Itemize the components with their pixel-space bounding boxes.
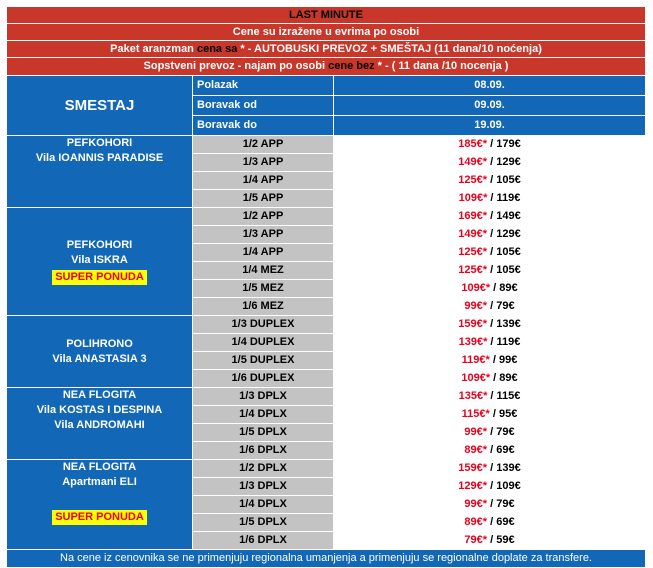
hotel-name-cell: [7, 316, 193, 388]
table-row: [7, 460, 646, 478]
price-separator: /: [490, 372, 500, 384]
hotel-name-line: NEA FLOGITA: [62, 461, 137, 473]
price-with-transport: 149€*: [458, 228, 488, 240]
price-cell: [334, 406, 646, 424]
header-line-package: Paket aranzman cena sa * - AUTOBUSKI PREVOZ + SMEŠTAJ (11 dana/10 noćenja): [7, 41, 646, 58]
room-type: 1/3 APP: [193, 154, 334, 172]
room-type: 1/4 DUPLEX: [193, 334, 334, 352]
table-row: [7, 388, 646, 406]
price-cell: [334, 316, 646, 334]
price-cell: [334, 226, 646, 244]
hotel-name-line: Vila ANDROMAHI: [54, 419, 145, 431]
price-with-transport: 119€*: [461, 354, 490, 366]
hotel-name-line: Vila ANASTASIA 3: [52, 352, 147, 365]
price-without-transport: 69€: [496, 516, 515, 528]
price-without-transport: 115€: [496, 390, 521, 402]
price-separator: /: [487, 444, 497, 456]
price-separator: /: [487, 318, 497, 330]
price-cell: [334, 424, 646, 442]
price-with-transport: 129€*: [458, 480, 488, 492]
table-row: [7, 208, 646, 226]
price-cell: [334, 280, 646, 298]
price-with-transport: 169€*: [458, 210, 488, 222]
price-separator: /: [487, 156, 497, 168]
price-separator: /: [487, 138, 497, 150]
price-separator: /: [487, 462, 497, 474]
price-with-transport: 125€*: [458, 246, 488, 258]
price-cell: [334, 298, 646, 316]
hotel-name-cell: [7, 388, 193, 460]
date-label-stay-from: Boravak od: [193, 96, 334, 116]
price-with-transport: 159€*: [458, 318, 488, 330]
price-with-transport: 79€*: [464, 534, 488, 546]
room-type: 1/3 DPLX: [193, 388, 334, 406]
price-separator: /: [487, 390, 497, 402]
room-type: 1/3 DPLX: [193, 478, 334, 496]
price-table: [6, 6, 646, 568]
hotel-name-line: NEA FLOGITA: [62, 389, 137, 401]
price-without-transport: 105€: [496, 246, 521, 258]
hotel-name-cell: [7, 460, 193, 550]
date-value-stay-to: 19.09.: [334, 116, 646, 136]
smestaj-label: SMESTAJ: [7, 76, 193, 136]
price-separator: /: [489, 354, 499, 366]
room-type: 1/4 MEZ: [193, 262, 334, 280]
price-separator: /: [487, 228, 497, 240]
price-with-transport: 109€*: [461, 372, 491, 384]
price-cell: [334, 190, 646, 208]
price-without-transport: 119€: [496, 192, 521, 204]
price-with-transport: 109€*: [461, 282, 491, 294]
hotel-name-line: Vila ISKRA: [71, 254, 128, 266]
hotel-name-line: PEFKOHORI: [66, 137, 133, 149]
room-type: 1/6 DUPLEX: [193, 370, 334, 388]
room-type: 1/6 DPLX: [193, 532, 334, 550]
price-without-transport: 59€: [496, 534, 515, 546]
room-type: 1/5 DPLX: [193, 424, 334, 442]
price-cell: [334, 442, 646, 460]
price-cell: [334, 370, 646, 388]
price-separator: /: [487, 174, 497, 186]
price-without-transport: 149€: [496, 210, 521, 222]
price-cell: [334, 172, 646, 190]
room-type: 1/5 DUPLEX: [193, 352, 334, 370]
room-type: 1/2 DPLX: [193, 460, 334, 478]
date-label-departure: Polazak: [193, 76, 334, 96]
price-without-transport: 79€: [496, 300, 515, 312]
price-cell: [334, 478, 646, 496]
price-without-transport: 89€: [499, 282, 518, 294]
room-type: 1/4 APP: [193, 244, 334, 262]
price-cell: [334, 154, 646, 172]
table-title: LAST MINUTE: [7, 7, 646, 24]
price-with-transport: 99€*: [464, 300, 488, 312]
header-line-own-transport: Sopstveni prevoz - najam po osobi cene bez * - ( 11 dana /10 nocenja ): [7, 58, 646, 76]
hotel-name-line: PEFKOHORI: [66, 239, 133, 251]
hotel-name-cell: [7, 208, 193, 316]
price-cell: [334, 244, 646, 262]
table-row: [7, 316, 646, 334]
price-with-transport: 125€*: [458, 174, 488, 186]
price-with-transport: 99€*: [464, 426, 488, 438]
price-with-transport: 149€*: [458, 156, 488, 168]
price-separator: /: [487, 516, 497, 528]
room-type: 1/5 APP: [193, 190, 334, 208]
price-separator: /: [487, 264, 497, 276]
price-separator: /: [487, 192, 497, 204]
price-with-transport: 125€*: [458, 264, 488, 276]
price-with-transport: 109€*: [458, 192, 488, 204]
price-with-transport: 89€*: [464, 444, 488, 456]
price-without-transport: 179€: [496, 138, 521, 150]
date-value-stay-from: 09.09.: [334, 96, 646, 116]
date-value-departure: 08.09.: [334, 76, 646, 96]
hotel-name-line: Apartmani ELI: [62, 476, 137, 488]
price-cell: [334, 262, 646, 280]
price-cell: [334, 208, 646, 226]
price-separator: /: [487, 534, 497, 546]
price-separator: /: [489, 408, 499, 420]
room-type: 1/3 APP: [193, 226, 334, 244]
price-cell: [334, 460, 646, 478]
hotel-name-line: POLIHRONO: [66, 337, 133, 350]
price-without-transport: 79€: [496, 426, 515, 438]
room-type: 1/5 MEZ: [193, 280, 334, 298]
room-type: 1/4 APP: [193, 172, 334, 190]
price-without-transport: 79€: [496, 498, 515, 510]
super-offer-badge: SUPER PONUDA: [52, 510, 147, 525]
price-separator: /: [487, 246, 497, 258]
price-without-transport: 99€: [498, 354, 518, 366]
header-line-currency: Cene su izražene u evrima po osobi: [7, 24, 646, 41]
price-cell: [334, 334, 646, 352]
price-with-transport: 185€*: [458, 138, 488, 150]
date-label-stay-to: Boravak do: [193, 116, 334, 136]
price-without-transport: 89€: [499, 372, 518, 384]
price-without-transport: 129€: [496, 156, 521, 168]
room-type: 1/6 DPLX: [193, 442, 334, 460]
price-without-transport: 139€: [496, 318, 521, 330]
price-separator: /: [487, 426, 497, 438]
price-without-transport: 69€: [496, 444, 515, 456]
super-offer-badge: SUPER PONUDA: [52, 270, 147, 285]
room-type: 1/6 MEZ: [193, 298, 334, 316]
price-separator: /: [487, 300, 497, 312]
hotel-name-line: Vila IOANNIS PARADISE: [35, 152, 164, 164]
price-without-transport: 105€: [496, 264, 521, 276]
price-without-transport: 105€: [496, 174, 521, 186]
price-separator: /: [487, 336, 497, 348]
price-with-transport: 115€*: [461, 408, 490, 420]
price-separator: /: [487, 480, 497, 492]
price-without-transport: 109€: [496, 480, 521, 492]
room-type: 1/4 DPLX: [193, 406, 334, 424]
price-cell: [334, 514, 646, 532]
price-without-transport: 139€: [496, 462, 521, 474]
price-with-transport: 99€*: [464, 498, 488, 510]
table-row: [7, 136, 646, 154]
room-type: 1/5 DPLX: [193, 514, 334, 532]
price-separator: /: [487, 498, 497, 510]
room-type: 1/4 DPLX: [193, 496, 334, 514]
price-with-transport: 139€*: [458, 336, 488, 348]
price-cell: [334, 532, 646, 550]
price-without-transport: 119€: [496, 336, 521, 348]
price-cell: [334, 496, 646, 514]
price-separator: /: [490, 282, 500, 294]
room-type: 1/2 APP: [193, 136, 334, 154]
price-without-transport: 129€: [496, 228, 521, 240]
price-with-transport: 135€*: [458, 390, 488, 402]
price-cell: [334, 136, 646, 154]
room-type: 1/2 APP: [193, 208, 334, 226]
hotel-name-cell: [7, 136, 193, 208]
price-with-transport: 159€*: [458, 462, 488, 474]
footer-note: Na cene iz cenovnika se ne primenjuju regionalna umanjenja a primenjuju se regionalne doplate za transfere.: [7, 550, 646, 568]
price-without-transport: 95€: [498, 408, 518, 420]
hotel-name-line: Vila KOSTAS I DESPINA: [36, 404, 163, 416]
price-with-transport: 89€*: [464, 516, 488, 528]
room-type: 1/3 DUPLEX: [193, 316, 334, 334]
price-cell: [334, 352, 646, 370]
price-separator: /: [487, 210, 497, 222]
price-cell: [334, 388, 646, 406]
